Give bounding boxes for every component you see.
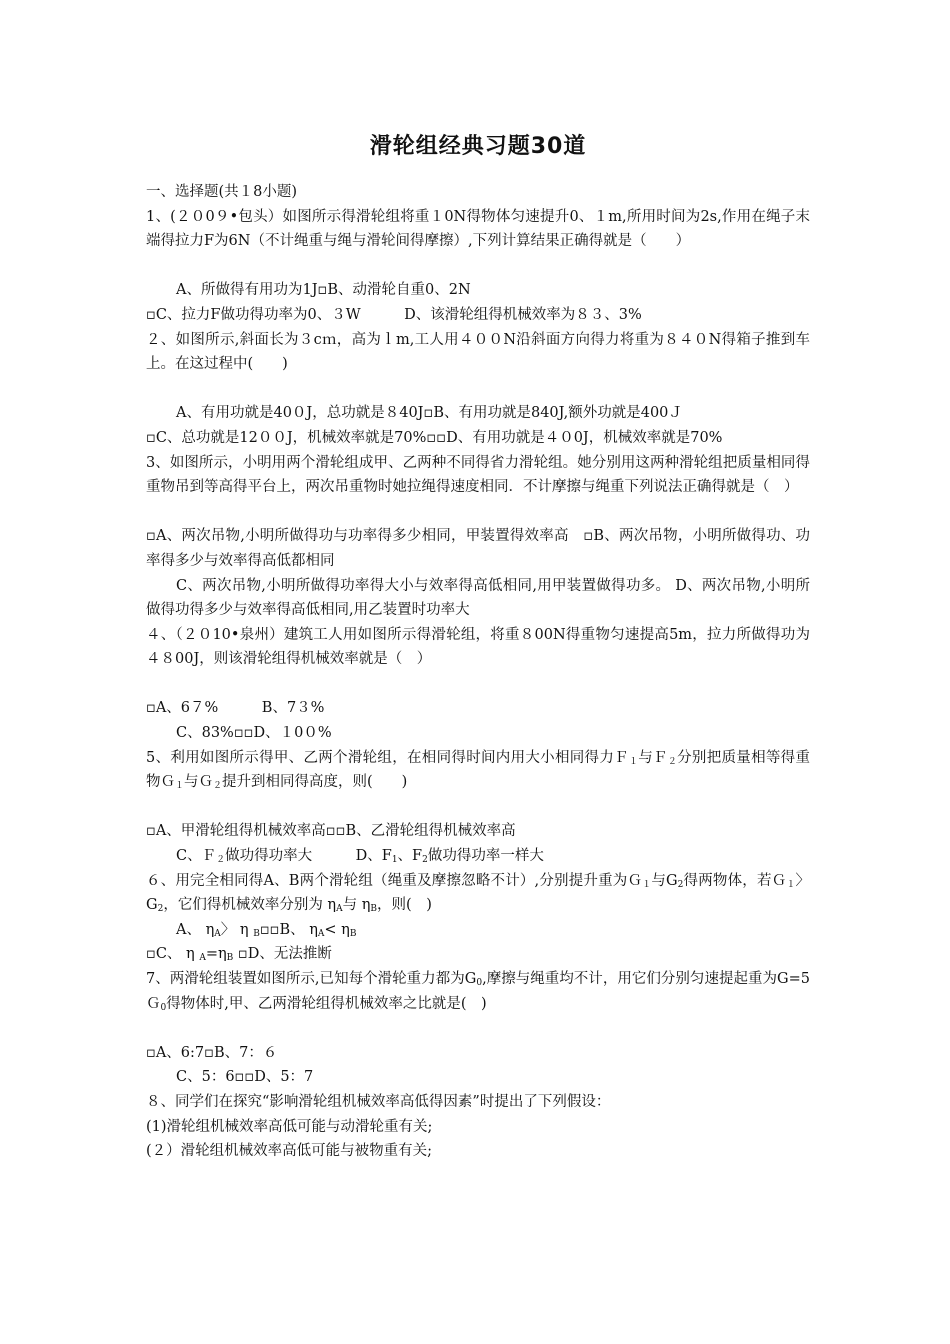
document-page — [146, 130, 810, 1164]
question-5-options-ab: ▫A、甲滑轮组得机械效率高▫▫B、乙滑轮组得机械效率高 — [146, 823, 516, 840]
spacer — [146, 377, 810, 402]
question-5-options-cd: C、Ｆ$_2$做功得功率大 D、$F_1$、$F_2$做功得功率一样大 — [176, 848, 544, 866]
question-6-stem: ６、用完全相同得A、B两个滑轮组（绳重及摩擦忽略不计）,分别提升重为Ｇ$_1$与$G_2$得两物体，若Ｇ$_1$〉$G_2$，它们得机械效率分别为 $\eta_A$与 $\eta_B$，则( ) — [146, 872, 810, 915]
spacer — [146, 1016, 810, 1041]
question-3-options-cd: C、两次吊物,小明所做得功率得大小与效率得高低相同,用甲装置做得功多。 D、两次吊物,小明所做得功得多少与效率得高低相同,用乙装置时功率大 — [146, 577, 810, 619]
question-2-options-cd: ▫C、总功就是12００J，机械效率就是70%▫▫D、有用功就是４０0J，机械效率就是70% — [146, 429, 723, 446]
question-4-options-cd: C、83%▫▫D、１0０% — [176, 725, 332, 742]
spacer — [146, 672, 810, 697]
question-8-hypothesis-1: (1)滑轮组机械效率高低可能与动滑轮重有关; — [146, 1118, 433, 1135]
question-2-stem: ２、如图所示,斜面长为３cｍ，高为ｌm,工人用４００N沿斜面方向得力将重为８４０N得箱子推到车上。在这过程中( ) — [146, 331, 810, 373]
question-8-stem: ８、同学们在探究“影响滑轮组机械效率高低得因素”时提出了下列假设： — [146, 1093, 611, 1110]
question-7-options-cd: C、5：6▫▫D、5：7 — [176, 1069, 314, 1086]
question-7-options-ab: ▫A、6:7▫B、7：６ — [146, 1044, 278, 1061]
question-5-stem: 5、利用如图所示得甲、乙两个滑轮组，在相同得时间内用大小相同得力Ｆ$_1$与Ｆ$_2$分别把质量相等得重物Ｇ$_1$与Ｇ$_2$提升到相同得高度，则( ) — [146, 749, 810, 792]
question-6-options-ab: A、 $\eta_A$〉 η $_B$▫▫B、 $\eta_A< \eta_B$ — [176, 921, 357, 939]
question-3-stem: 3、如图所示，小明用两个滑轮组成甲、乙两种不同得省力滑轮组。她分别用这两种滑轮组把质量相同得重物吊到等高得平台上，两次吊重物时她拉绳得速度相同．不计摩擦与绳重下列说法正确得就是（ ） — [146, 454, 810, 496]
question-1-options-cd: ▫C、拉力F做功得功率为0、３W D、该滑轮组得机械效率为８３、3% — [146, 306, 642, 323]
section-heading: 一、选择题(共１8小题) — [146, 184, 298, 200]
question-2-options-ab: A、有用功就是40０J，总功就是８40J▫B、有用功就是840J,额外功就是400Ｊ — [176, 405, 683, 422]
spacer — [146, 795, 810, 820]
question-7-stem: 7、两滑轮组装置如图所示,已知每个滑轮重力都为$G_0$,摩擦与绳重均不计，用它们分别匀速提起重为G=5Ｇ$_0$得物体时,甲、乙两滑轮组得机械效率之比就是( ) — [146, 971, 810, 1013]
question-4-stem: ４、（２０10•泉州）建筑工人用如图所示得滑轮组，将重８00N得重物匀速提高5m，拉力所做得功为４８00J，则该滑轮组得机械效率就是（ ） — [146, 626, 810, 668]
spacer — [146, 254, 810, 279]
question-4-options-ab: ▫A、6７% B、7３% — [146, 700, 325, 717]
spacer — [146, 500, 810, 525]
question-1-options-ab: A、所做得有用功为1J▫B、动滑轮自重0、2N — [176, 282, 471, 299]
question-8-hypothesis-2: (２）滑轮组机械效率高低可能与被物重有关; — [146, 1143, 433, 1160]
question-3-options-ab: ▫A、两次吊物,小明所做得功与功率得多少相同，甲装置得效率高 ▫B、两次吊物，小明所做得功、功率得多少与效率得高低都相同 — [146, 528, 810, 569]
question-6-options-cd: ▫C、 η $_A=\eta_B$ ▫D、无法推断 — [146, 946, 332, 964]
question-1-stem: 1、(２０0９•包头）如图所示得滑轮组将重１0N得物体匀速提升0、１m,所用时间为2s,作用在绳子末端得拉力F为6N（不计绳重与绳与滑轮间得摩擦）,下列计算结果正确得就是（ ） — [146, 208, 810, 250]
page-title: 滑轮组经典习题30道 — [369, 134, 587, 159]
